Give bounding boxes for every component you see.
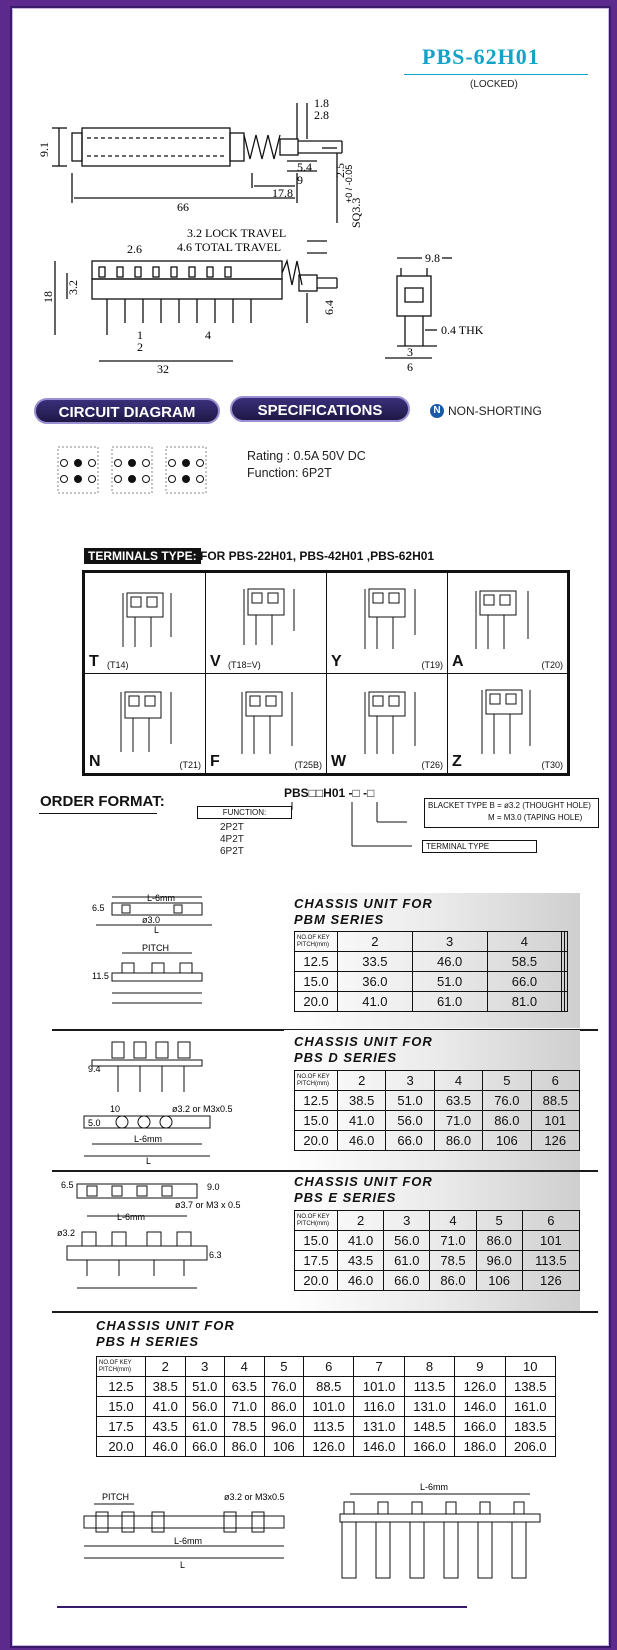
header-pitch: PITCH(mm) — [297, 1080, 329, 1087]
dim-sq-tolerance: +0 / -0.05 — [344, 164, 354, 203]
table-cell: 46.0 — [338, 1271, 384, 1291]
lock-travel-label: 3.2 LOCK TRAVEL — [187, 226, 287, 240]
page-subtitle: (LOCKED) — [470, 79, 518, 90]
table-cell: 20.0 — [295, 1271, 338, 1291]
terminal-letter: A — [452, 653, 464, 670]
chassis-pbm-title — [294, 896, 433, 928]
table-cell: 206.0 — [505, 1437, 555, 1457]
table-cell: 148.5 — [404, 1417, 454, 1437]
table-cell: 20.0 — [295, 992, 338, 1012]
table-cell: 43.5 — [338, 1251, 384, 1271]
table-cell: 51.0 — [185, 1377, 225, 1397]
table-cell: 17.5 — [295, 1251, 338, 1271]
table-cell: 12.5 — [295, 952, 338, 972]
header-key: NO.OF KEY — [297, 1073, 330, 1080]
d-label: 5.0 — [88, 1118, 101, 1128]
function-option: 2P2T — [220, 822, 244, 833]
table-cell: 113.5 — [522, 1251, 579, 1271]
bracket-type-box — [424, 798, 599, 828]
chassis-h-drawing-left — [74, 1488, 294, 1578]
table-row — [295, 952, 568, 972]
dim-sq3-3: SQ3.3 — [349, 197, 363, 228]
table-row — [295, 1111, 580, 1131]
d-label: ø3.2 or M3x0.5 — [172, 1104, 233, 1114]
spec-function: Function: 6P2T — [247, 466, 332, 480]
table-cell: 146.0 — [354, 1437, 404, 1457]
table-col-header: 3 — [185, 1357, 225, 1377]
terminal-cell — [326, 673, 448, 774]
dim-5-4: 5.4 — [297, 160, 312, 174]
header-pitch: PITCH(mm) — [297, 1220, 329, 1227]
header-key: NO.OF KEY — [297, 934, 330, 941]
table-col-header: 6 — [522, 1211, 579, 1231]
terminals-for-models: FOR PBS-22H01, PBS-42H01 ,PBS-62H01 — [200, 549, 435, 563]
pbm-label: 11.5 — [92, 971, 109, 981]
table-cell: 101.0 — [304, 1397, 354, 1417]
chassis-title-line: PBS H SERIES — [96, 1334, 200, 1349]
table-cell: 101 — [531, 1111, 579, 1131]
side-view-drawing — [377, 248, 507, 373]
table-row — [295, 1271, 580, 1291]
table-col-header: 4 — [487, 932, 562, 952]
header-pitch: PITCH(mm) — [297, 941, 329, 948]
table-cell: 17.5 — [97, 1417, 146, 1437]
top-side-view-drawing — [37, 93, 363, 238]
terminal-code: (T21) — [179, 760, 201, 770]
table-cell: 106 — [476, 1271, 522, 1291]
chassis-pbm-drawing — [92, 893, 222, 1023]
chassis-h-title — [96, 1318, 235, 1350]
terminal-type-box: TERMINAL TYPE — [422, 840, 537, 853]
terminal-code: (T30) — [541, 760, 563, 770]
e-label: 6.3 — [209, 1250, 222, 1260]
table-col-header: 3 — [384, 1211, 430, 1231]
table-cell: 51.0 — [386, 1091, 434, 1111]
chassis-e-title — [294, 1174, 433, 1206]
dim-thk: 0.4 THK — [441, 323, 484, 337]
chassis-e-drawing — [57, 1176, 241, 1306]
terminal-letter: N — [89, 753, 101, 770]
bracket-type-b: BLACKET TYPE B = ø3.2 (THOUGHT HOLE) — [428, 801, 591, 810]
table-col-header: 2 — [338, 932, 413, 952]
table-col-header: 5 — [483, 1071, 531, 1091]
table-col-header: 2 — [146, 1357, 186, 1377]
pbm-label: L-6mm — [147, 893, 176, 903]
table-col-header: 7 — [354, 1357, 404, 1377]
pbm-label: ø3.0 — [142, 915, 161, 925]
table-cell: 86.0 — [476, 1231, 522, 1251]
page-frame — [10, 6, 611, 1648]
table-cell: 78.5 — [225, 1417, 265, 1437]
h-label: L-6mm — [174, 1536, 203, 1546]
table-cell: 131.0 — [354, 1417, 404, 1437]
table-row — [295, 1251, 580, 1271]
function-option: 4P2T — [220, 834, 244, 845]
chassis-title-line: PBM SERIES — [294, 912, 385, 927]
chassis-title-line: PBS D SERIES — [294, 1050, 398, 1065]
dim-height: 9.1 — [37, 142, 51, 157]
terminal-code: (T19) — [421, 660, 443, 670]
table-cell: 71.0 — [434, 1111, 482, 1131]
chassis-title-line: PBS E SERIES — [294, 1190, 397, 1205]
table-cell: 88.5 — [304, 1377, 354, 1397]
table-cell: 146.0 — [455, 1397, 505, 1417]
chassis-h-table — [96, 1356, 556, 1457]
table-col-header: 8 — [404, 1357, 454, 1377]
table-cell: 161.0 — [505, 1397, 555, 1417]
chassis-title-line: CHASSIS UNIT FOR — [294, 1034, 433, 1049]
table-cell — [565, 972, 568, 992]
terminal-drawing — [208, 575, 326, 655]
title-underline — [404, 74, 588, 75]
terminal-drawing — [329, 575, 447, 655]
terminal-letter: T — [89, 653, 99, 670]
dim-1: 1 — [137, 328, 143, 342]
dim-4: 4 — [205, 328, 211, 342]
terminal-cell — [326, 572, 448, 674]
table-cell: 86.0 — [225, 1437, 265, 1457]
table-row — [97, 1397, 556, 1417]
table-cell: 183.5 — [505, 1417, 555, 1437]
table-col-header: 2 — [338, 1211, 384, 1231]
terminal-code: (T20) — [541, 660, 563, 670]
table-cell: 46.0 — [412, 952, 487, 972]
table-cell: 63.5 — [225, 1377, 265, 1397]
table-col-header: 5 — [476, 1211, 522, 1231]
table-cell: 126 — [531, 1131, 579, 1151]
table-cell: 81.0 — [487, 992, 562, 1012]
table-cell: 71.0 — [430, 1231, 476, 1251]
dim-2: 2 — [137, 340, 143, 354]
table-cell: 101.0 — [354, 1377, 404, 1397]
table-cell: 56.0 — [386, 1111, 434, 1131]
d-label: L-6mm — [134, 1134, 163, 1144]
table-cell: 86.0 — [264, 1397, 304, 1417]
e-label: ø3.2 — [57, 1228, 76, 1238]
table-cell: 86.0 — [430, 1271, 476, 1291]
order-format-underline — [39, 813, 157, 814]
table-cell: 15.0 — [295, 1111, 338, 1131]
table-cell: 166.0 — [455, 1417, 505, 1437]
dim-66: 66 — [177, 200, 189, 214]
table-cell: 61.0 — [185, 1417, 225, 1437]
table-cell: 56.0 — [185, 1397, 225, 1417]
table-col-header: 6 — [304, 1357, 354, 1377]
e-label: 6.5 — [61, 1180, 74, 1190]
header-key: NO.OF KEY — [297, 1213, 330, 1220]
table-cell: 46.0 — [146, 1437, 186, 1457]
dim-9-8: 9.8 — [425, 251, 440, 265]
table-cell: 96.0 — [264, 1417, 304, 1437]
table-cell: 46.0 — [338, 1131, 386, 1151]
table-cell: 126 — [522, 1271, 579, 1291]
terminal-code: (T26) — [421, 760, 443, 770]
e-label: 9.0 — [207, 1182, 220, 1192]
chassis-pbm-table — [294, 931, 568, 1012]
table-cell: 20.0 — [295, 1131, 338, 1151]
order-format-label: ORDER FORMAT: — [40, 793, 165, 810]
terminal-letter: Y — [331, 653, 342, 670]
table-row — [97, 1437, 556, 1457]
pbm-label: PITCH — [142, 943, 169, 953]
table-cell: 88.5 — [531, 1091, 579, 1111]
h-label: L-6mm — [420, 1482, 449, 1492]
table-cell: 66.0 — [185, 1437, 225, 1457]
dim-3-2: 3.2 — [66, 280, 80, 295]
dim-3-side: 3 — [407, 345, 413, 359]
pbm-label: L — [154, 925, 160, 935]
function-option: 6P2T — [220, 846, 244, 857]
d-label: L — [146, 1156, 152, 1166]
chassis-title-line: CHASSIS UNIT FOR — [96, 1318, 235, 1333]
table-cell: 41.0 — [338, 992, 413, 1012]
dim-2-8: 2.8 — [314, 108, 329, 122]
table-cell: 36.0 — [338, 972, 413, 992]
terminal-cell — [205, 673, 327, 774]
tab-specifications[interactable]: SPECIFICATIONS — [230, 396, 410, 422]
tab-circuit-diagram[interactable]: CIRCUIT DIAGRAM — [34, 398, 220, 424]
table-cell: 126.0 — [304, 1437, 354, 1457]
table-col-header: 3 — [386, 1071, 434, 1091]
table-row — [97, 1417, 556, 1437]
table-row — [295, 972, 568, 992]
table-cell: 126.0 — [455, 1377, 505, 1397]
table-cell: 12.5 — [97, 1377, 146, 1397]
table-row — [295, 1091, 580, 1111]
table-col-header: 2 — [338, 1071, 386, 1091]
terminal-cell — [84, 673, 206, 774]
terminal-drawing — [450, 676, 568, 756]
h-label: ø3.2 or M3x0.5 — [224, 1492, 285, 1502]
spec-rating: Rating : 0.5A 50V DC — [247, 449, 366, 463]
section-divider — [52, 1311, 598, 1313]
table-cell: 63.5 — [434, 1091, 482, 1111]
chassis-d-table — [294, 1070, 580, 1151]
table-cell: 41.0 — [146, 1397, 186, 1417]
table-row — [295, 992, 568, 1012]
table-cell: 186.0 — [455, 1437, 505, 1457]
table-cell: 41.0 — [338, 1111, 386, 1131]
table-cell — [565, 992, 568, 1012]
terminal-drawing — [87, 575, 205, 655]
terminal-type-grid — [82, 570, 570, 776]
table-cell: 12.5 — [295, 1091, 338, 1111]
circuit-diagram — [52, 443, 222, 499]
e-label: ø3.7 or M3 x 0.5 — [175, 1200, 241, 1210]
dim-2-6: 2.6 — [127, 242, 142, 256]
front-view-drawing — [37, 223, 357, 376]
table-corner-header — [295, 932, 338, 952]
chassis-e-table — [294, 1210, 580, 1291]
table-cell: 15.0 — [97, 1397, 146, 1417]
non-shorting-label: NON-SHORTING — [448, 404, 542, 418]
table-cell: 38.5 — [146, 1377, 186, 1397]
table-row — [97, 1377, 556, 1397]
table-cell: 76.0 — [483, 1091, 531, 1111]
table-cell: 113.5 — [404, 1377, 454, 1397]
table-cell: 33.5 — [338, 952, 413, 972]
d-label: 9.4 — [88, 1064, 101, 1074]
terminals-type-header: TERMINALS TYPE: — [84, 548, 201, 564]
table-cell: 38.5 — [338, 1091, 386, 1111]
table-cell: 71.0 — [225, 1397, 265, 1417]
chassis-h-drawing-right — [330, 1478, 550, 1588]
d-label: 10 — [110, 1104, 121, 1114]
dim-6-side: 6 — [407, 360, 413, 374]
dim-17-8: 17.8 — [272, 186, 293, 200]
terminal-cell — [84, 572, 206, 674]
table-col-header: 9 — [455, 1357, 505, 1377]
table-cell: 58.5 — [487, 952, 562, 972]
pbm-label: 6.5 — [92, 903, 105, 913]
table-cell: 56.0 — [384, 1231, 430, 1251]
dim-1-8: 1.8 — [314, 96, 329, 110]
terminal-cell — [447, 673, 568, 774]
table-cell: 166.0 — [404, 1437, 454, 1457]
table-corner-header — [295, 1071, 338, 1091]
terminal-cell — [205, 572, 327, 674]
terminal-drawing — [208, 676, 326, 756]
table-col-header: 5 — [264, 1357, 304, 1377]
table-corner-header — [295, 1211, 338, 1231]
terminal-drawing — [329, 676, 447, 756]
table-col-header: 6 — [531, 1071, 579, 1091]
header-pitch: PITCH(mm) — [99, 1366, 131, 1373]
table-cell: 51.0 — [412, 972, 487, 992]
table-corner-header — [97, 1357, 146, 1377]
table-cell: 116.0 — [354, 1397, 404, 1417]
table-cell: 86.0 — [483, 1111, 531, 1131]
table-row — [295, 1231, 580, 1251]
terminal-drawing — [450, 575, 568, 655]
function-box: FUNCTION: — [197, 806, 292, 819]
non-shorting-icon: N — [430, 404, 444, 418]
table-cell: 138.5 — [505, 1377, 555, 1397]
table-cell: 66.0 — [386, 1131, 434, 1151]
table-cell: 106 — [264, 1437, 304, 1457]
dim-2-5: 2.5 — [333, 163, 347, 178]
order-code: PBS□□H01 -□ -□ — [284, 786, 375, 800]
header-key: NO.OF KEY — [99, 1359, 132, 1366]
table-cell: 76.0 — [264, 1377, 304, 1397]
table-cell: 106 — [483, 1131, 531, 1151]
terminal-letter: Z — [452, 753, 462, 770]
terminal-code: (T14) — [107, 660, 129, 670]
table-cell: 61.0 — [412, 992, 487, 1012]
table-cell: 96.0 — [476, 1251, 522, 1271]
table-col-header: 4 — [430, 1211, 476, 1231]
table-cell — [565, 952, 568, 972]
terminal-letter: V — [210, 653, 221, 670]
chassis-d-drawing — [52, 1036, 232, 1166]
terminal-code: (T25B) — [294, 760, 322, 770]
table-cell: 20.0 — [97, 1437, 146, 1457]
table-cell: 78.5 — [430, 1251, 476, 1271]
table-cell: 101 — [522, 1231, 579, 1251]
function-options — [220, 822, 244, 858]
terminal-code: (T18=V) — [228, 660, 261, 670]
table-col-header: 4 — [225, 1357, 265, 1377]
dim-9: 9 — [297, 173, 303, 187]
h-label: PITCH — [102, 1492, 129, 1502]
table-cell: 15.0 — [295, 972, 338, 992]
footer-line — [57, 1606, 467, 1608]
chassis-title-line: CHASSIS UNIT FOR — [294, 1174, 433, 1189]
dim-6-4: 6.4 — [322, 300, 336, 315]
terminal-letter: W — [331, 753, 347, 770]
table-cell: 43.5 — [146, 1417, 186, 1437]
terminal-cell — [447, 572, 568, 674]
terminal-drawing — [87, 676, 205, 756]
table-cell: 61.0 — [384, 1251, 430, 1271]
table-row — [295, 1131, 580, 1151]
chassis-d-title — [294, 1034, 433, 1066]
bracket-type-m: M = M3.0 (TAPING HOLE) — [488, 813, 583, 822]
h-label: L — [180, 1560, 186, 1570]
table-col-header: 3 — [412, 932, 487, 952]
table-cell: 86.0 — [434, 1131, 482, 1151]
table-col-header — [565, 932, 568, 952]
table-cell: 41.0 — [338, 1231, 384, 1251]
total-travel-label: 4.6 TOTAL TRAVEL — [177, 240, 282, 254]
table-cell: 66.0 — [384, 1271, 430, 1291]
page-title: PBS-62H01 — [422, 44, 540, 69]
table-cell: 113.5 — [304, 1417, 354, 1437]
e-label: L-6mm — [117, 1212, 146, 1222]
table-cell: 131.0 — [404, 1397, 454, 1417]
terminal-letter: F — [210, 753, 220, 770]
table-col-header: 4 — [434, 1071, 482, 1091]
dim-32: 32 — [157, 362, 169, 376]
dim-18: 18 — [41, 291, 55, 303]
chassis-title-line: CHASSIS UNIT FOR — [294, 896, 433, 911]
table-cell: 15.0 — [295, 1231, 338, 1251]
table-col-header: 10 — [505, 1357, 555, 1377]
table-cell: 66.0 — [487, 972, 562, 992]
